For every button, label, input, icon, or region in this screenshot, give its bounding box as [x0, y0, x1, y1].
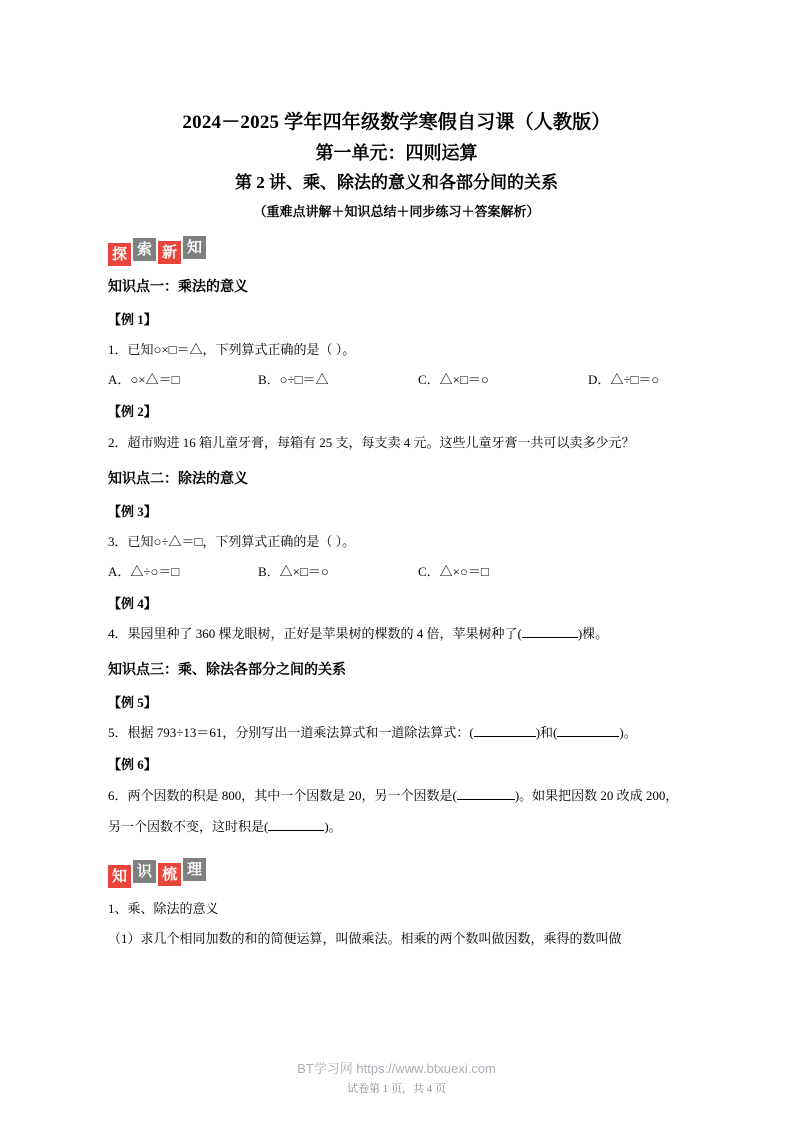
summary-line: （1）求几个相同加数的和的简便运算，叫做乘法。相乘的两个数叫做因数，乘得的数叫做	[108, 931, 622, 946]
section-stamp-summary	[108, 858, 685, 888]
answer-blank[interactable]	[557, 736, 619, 737]
example-tag: 【例 1】	[108, 312, 157, 327]
question-text: 1．已知○×□＝△，下列算式正确的是（ ）。	[108, 342, 356, 357]
knowledge-point-3-label: 知识点三：乘、除法各部分之间的关系	[108, 663, 346, 678]
stamp-char: 索	[133, 238, 156, 261]
example-tag: 【例 3】	[108, 504, 157, 519]
question-part: 5．根据 793÷13＝61，分别写出一道乘法算式和一道除法算式：(	[108, 725, 474, 740]
stamp-char: 理	[183, 858, 206, 881]
stamp-char: 知	[108, 865, 131, 888]
option-b: B．△×□＝○	[258, 564, 329, 579]
section-stamp-explore	[108, 236, 685, 266]
question-text: 3．已知○÷△＝□，下列算式正确的是（ ）。	[108, 534, 356, 549]
stamp-char: 新	[158, 241, 181, 264]
lesson-title: 第 2 讲、乘、除法的意义和各部分间的关系	[235, 173, 558, 192]
example-tag: 【例 4】	[108, 596, 157, 611]
example-tag: 【例 2】	[108, 404, 157, 419]
question-part: 6．两个因数的积是 800，其中一个因数是 20，另一个因数是(	[108, 788, 457, 803]
knowledge-point-2-label: 知识点二：除法的意义	[108, 472, 248, 487]
question-text	[108, 619, 685, 649]
unit-title: 第一单元：四则运算	[315, 143, 478, 163]
example-tag: 【例 5】	[108, 695, 157, 710]
question-text: 2．超市购进 16 箱儿童牙膏，每箱有 25 支，每支卖 4 元。这些儿童牙膏一共可以卖多少元？	[108, 435, 635, 450]
question-part: 4．果园里种了 360 棵龙眼树，正好是苹果树的棵数的 4 倍，苹果树种了(	[108, 626, 522, 641]
option-c: C．△×□＝○	[418, 372, 489, 387]
lesson-note: （重难点讲解＋知识总结＋同步练习＋答案解析）	[253, 204, 540, 219]
answer-blank[interactable]	[474, 736, 536, 737]
knowledge-point-1-label: 知识点一：乘法的意义	[108, 280, 248, 295]
page-title: 2024－2025 学年四年级数学寒假自习课（人教版）	[182, 112, 611, 133]
stamp-char: 识	[133, 860, 156, 883]
question-part: )。如果把因数 20 改成 200，另一个因数不变，这时积是(	[108, 788, 679, 834]
example-tag: 【例 6】	[108, 757, 157, 772]
question-part: )和(	[535, 725, 558, 740]
option-c: C．△×○＝□	[418, 564, 489, 579]
question-text	[108, 718, 685, 748]
stamp-char: 知	[183, 236, 206, 259]
option-d: D．△÷□＝○	[588, 372, 660, 387]
question-part: )棵。	[577, 626, 609, 641]
title-block	[108, 108, 685, 226]
footer-watermark: BT学习网 https://www.btxuexi.com	[297, 1061, 496, 1076]
question-options	[108, 557, 685, 587]
answer-blank[interactable]	[457, 799, 515, 800]
answer-blank[interactable]	[522, 637, 578, 638]
question-text	[108, 780, 685, 842]
stamp-char: 探	[108, 243, 131, 266]
question-part: )。	[324, 819, 342, 834]
footer-page-label: 试卷第 1 页，共 4 页	[347, 1083, 446, 1095]
option-b: B．○÷□＝△	[258, 372, 329, 387]
question-part: )。	[619, 725, 637, 740]
question-options	[108, 365, 685, 395]
option-a: A．○×△＝□	[108, 372, 180, 387]
stamp-char: 梳	[158, 863, 181, 886]
answer-blank[interactable]	[268, 830, 324, 831]
summary-line: 1、乘、除法的意义	[108, 901, 219, 916]
option-a: A．△÷○＝□	[108, 564, 180, 579]
